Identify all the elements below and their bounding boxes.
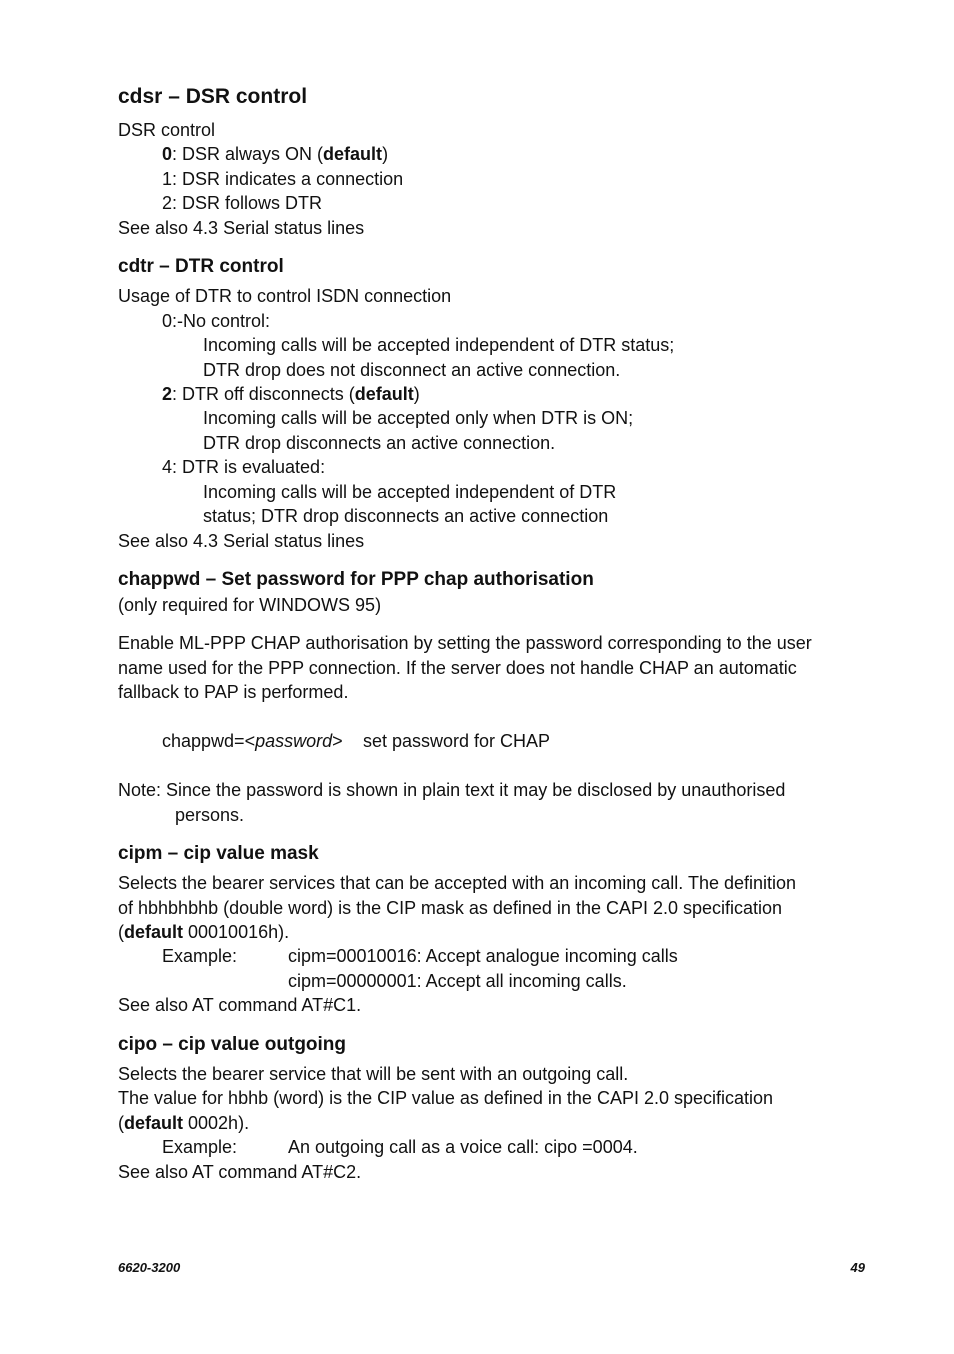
chappwd-paragraph-line-2: name used for the PPP connection. If the server does not handle CHAP an automatic [118,658,797,678]
chappwd-paragraph-line-1: Enable ML-PPP CHAP authorisation by setting the password corresponding to the user [118,633,812,653]
cdtr-option-2-desc-1: Incoming calls will be accepted only when DTR is ON; [203,408,634,428]
cipo-default-label: default [124,1113,184,1133]
cdsr-see-also: See also 4.3 Serial status lines [118,218,365,238]
cipo-paren-open: ( [118,1113,124,1133]
cdtr-option-4: 4: DTR is evaluated: [162,457,326,477]
cdsr-intro: DSR control [118,120,216,140]
cdtr-option-0-desc-2: DTR drop does not disconnect an active connection. [203,360,621,380]
cdsr-option-0-text: : DSR always ON ( [172,144,324,164]
cipo-paragraph-line-2: The value for hbhb (word) is the CIP value as defined in the CAPI 2.0 specification [118,1088,774,1108]
chappwd-subheading: (only required for WINDOWS 95) [118,595,382,615]
cdtr-option-2-close: ) [413,384,420,404]
cdtr-option-2-text: : DTR off disconnects ( [172,384,355,404]
cipo-paragraph-line-3 [118,1111,249,1135]
cdsr-option-0-close: ) [382,144,389,164]
chappwd-heading: chappwd – Set password for PPP chap authorisation [118,569,594,590]
cipm-example-row-1 [162,944,862,968]
cdtr-option-4-desc-2: status; DTR drop disconnects an active connection [203,506,609,526]
cipo-example-label: Example: [162,1137,238,1157]
cdtr-option-2-key: 2 [162,384,173,404]
cdtr-option-0: 0:-No control: [162,311,271,331]
cdtr-intro: Usage of DTR to control ISDN connection [118,286,452,306]
chappwd-command-param: password [255,731,333,751]
cipm-example-2: cipm=00000001: Accept all incoming calls. [288,971,627,991]
cdtr-option-0-desc-1: Incoming calls will be accepted independent of DTR status; [203,335,675,355]
cdsr-option-2: 2: DSR follows DTR [162,193,323,213]
cdtr-option-4-desc-1: Incoming calls will be accepted independent of DTR [203,482,617,502]
cipm-paragraph-line-2: of hbhbhbhb (double word) is the CIP mask as defined in the CAPI 2.0 specification [118,898,783,918]
cdtr-option-2 [162,382,420,406]
cipm-paragraph-line-3 [118,920,289,944]
cdtr-see-also: See also 4.3 Serial status lines [118,531,365,551]
chappwd-command-suffix: > [332,731,343,751]
cipo-paragraph-line-1: Selects the bearer service that will be sent with an outgoing call. [118,1064,629,1084]
chappwd-command-row [162,729,862,753]
cipo-heading: cipo – cip value outgoing [118,1034,347,1055]
footer-page-number: 49 [850,1260,865,1275]
cdsr-heading: cdsr – DSR control [118,85,308,108]
chappwd-command-prefix: chappwd=< [162,731,256,751]
cdtr-option-2-desc-2: DTR drop disconnects an active connection. [203,433,556,453]
chappwd-command-desc: set password for CHAP [363,731,551,751]
cdtr-heading: cdtr – DTR control [118,256,284,277]
cipm-heading: cipm – cip value mask [118,843,319,864]
chappwd-paragraph-line-3: fallback to PAP is performed. [118,682,349,702]
cipm-example-label: Example: [162,946,238,966]
chappwd-note-line-2: persons. [175,805,245,825]
cipo-see-also: See also AT command AT#C2. [118,1162,362,1182]
footer-doc-number: 6620-3200 [118,1260,181,1275]
cipm-default-value: 00010016h). [183,922,290,942]
cipm-paren-open: ( [118,922,124,942]
cipo-example-1: An outgoing call as a voice call: cipo =0004. [288,1137,638,1157]
cipm-example-1: cipm=00010016: Accept analogue incoming calls [288,946,678,966]
cipo-example-row [162,1135,862,1159]
cdsr-option-0 [162,142,388,166]
cipm-default-label: default [124,922,184,942]
cipo-default-value: 0002h). [183,1113,250,1133]
cdsr-option-0-key: 0 [162,144,173,164]
cipm-see-also: See also AT command AT#C1. [118,995,362,1015]
cdsr-option-1: 1: DSR indicates a connection [162,169,404,189]
cdsr-option-0-default: default [323,144,383,164]
cipm-paragraph-line-1: Selects the bearer services that can be accepted with an incoming call. The definition [118,873,797,893]
cdtr-option-2-default: default [354,384,414,404]
chappwd-note-line-1: Note: Since the password is shown in plain text it may be disclosed by unauthorised [118,780,786,800]
